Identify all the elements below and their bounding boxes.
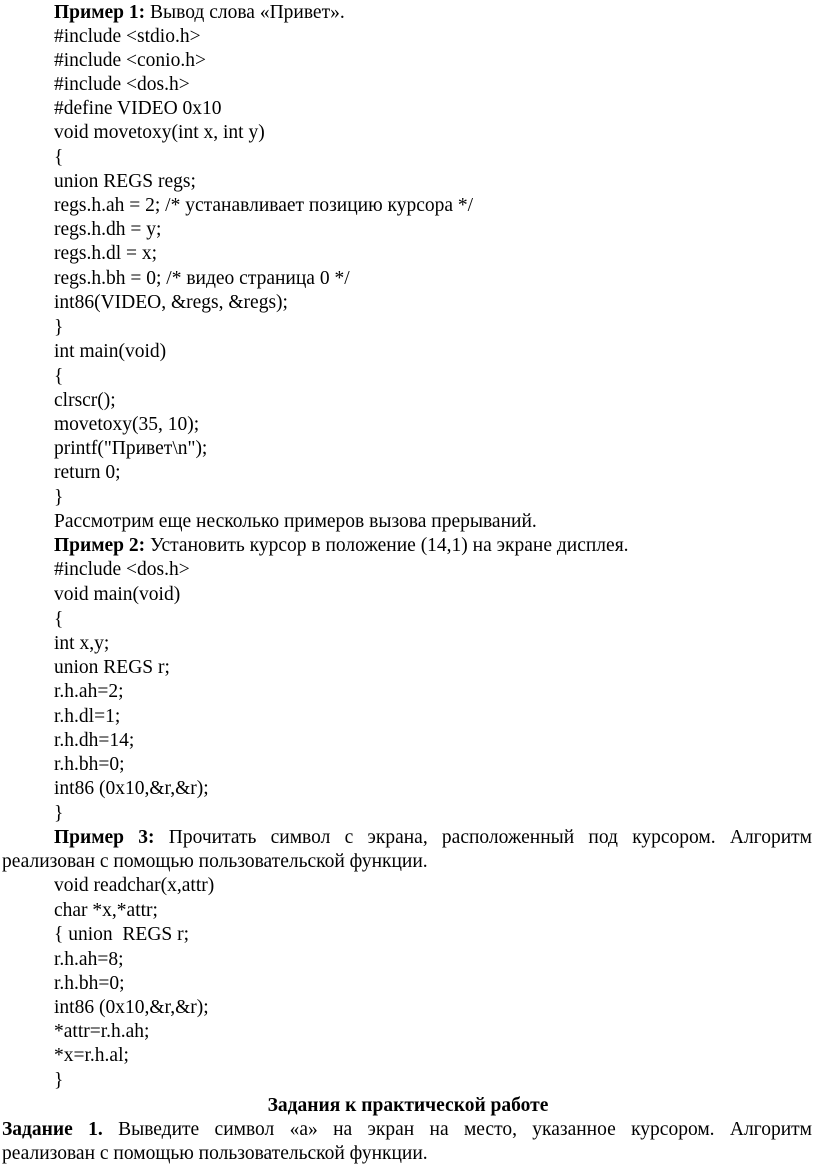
code-line: int x,y; [54, 633, 110, 654]
task1-label: Задание 1. [2, 1119, 103, 1140]
code-line: #include <stdio.h> [54, 26, 201, 47]
code-line: regs.h.bh = 0; /* видео страница 0 */ [54, 268, 350, 289]
example1-title: Вывод слова «Привет». [145, 2, 345, 23]
code-line: r.h.ah=2; [54, 681, 124, 702]
code-line: char *x,*attr; [54, 900, 158, 921]
code-line: #include <conio.h> [54, 50, 206, 71]
code-line: void main(void) [54, 584, 181, 605]
code-line: { [54, 147, 64, 168]
code-line: } [54, 1070, 64, 1091]
example3-title: Прочитать символ с экрана, расположенный под курсором. Алгоритм [154, 827, 812, 848]
code-line: printf("Привет\n"); [54, 438, 208, 459]
example3-title-continued: реализован с помощью пользовательской функции. [2, 851, 428, 872]
code-line: movetoxy(35, 10); [54, 414, 200, 435]
code-line: int86 (0x10,&r,&r); [54, 778, 209, 799]
intro-paragraph: Рассмотрим еще несколько примеров вызова прерываний. [54, 511, 537, 532]
code-line: regs.h.ah = 2; /* устанавливает позицию курсора */ [54, 195, 474, 216]
code-line: r.h.dh=14; [54, 730, 135, 751]
code-line: int main(void) [54, 341, 167, 362]
example1-label: Пример 1: [54, 2, 146, 23]
code-line: } [54, 487, 64, 508]
code-line: *attr=r.h.ah; [54, 1021, 150, 1042]
code-line: { [54, 609, 64, 630]
code-line: #include <dos.h> [54, 559, 190, 580]
code-line: regs.h.dh = y; [54, 219, 162, 240]
example2-title: Установить курсор в положение (14,1) на экране дисплея. [145, 535, 629, 556]
code-line: { union REGS r; [54, 924, 190, 945]
code-line: r.h.ah=8; [54, 949, 124, 970]
task1-text-continued: реализован с помощью пользовательской функции. [2, 1143, 428, 1164]
code-line: #define VIDEO 0x10 [54, 98, 222, 119]
code-line: r.h.bh=0; [54, 754, 125, 775]
code-line: regs.h.dl = x; [54, 243, 158, 264]
code-line: void readchar(x,attr) [54, 875, 215, 896]
code-line: void movetoxy(int x, int y) [54, 122, 265, 143]
example1-heading [54, 1, 345, 25]
code-line: r.h.dl=1; [54, 706, 121, 727]
code-line: { [54, 366, 64, 387]
code-line: clrscr(); [54, 390, 116, 411]
example2-label: Пример 2: [54, 535, 146, 556]
code-line: } [54, 317, 64, 338]
example3-label: Пример 3: [54, 827, 155, 848]
task1-paragraph [2, 1118, 812, 1142]
code-line: union REGS regs; [54, 171, 196, 192]
section-heading: Задания к практической работе [267, 1095, 549, 1116]
code-line: *x=r.h.al; [54, 1045, 129, 1066]
code-line: } [54, 803, 64, 824]
code-line: return 0; [54, 462, 121, 483]
code-line: int86(VIDEO, &regs, &regs); [54, 292, 288, 313]
code-line: r.h.bh=0; [54, 973, 125, 994]
code-line: union REGS r; [54, 657, 170, 678]
example3-heading [54, 826, 812, 850]
example2-heading [54, 534, 629, 558]
code-line: #include <dos.h> [54, 74, 190, 95]
code-line: int86 (0x10,&r,&r); [54, 997, 209, 1018]
task1-text: Выведите символ «а» на экран на место, указанное курсором. Алгоритм [102, 1119, 812, 1140]
